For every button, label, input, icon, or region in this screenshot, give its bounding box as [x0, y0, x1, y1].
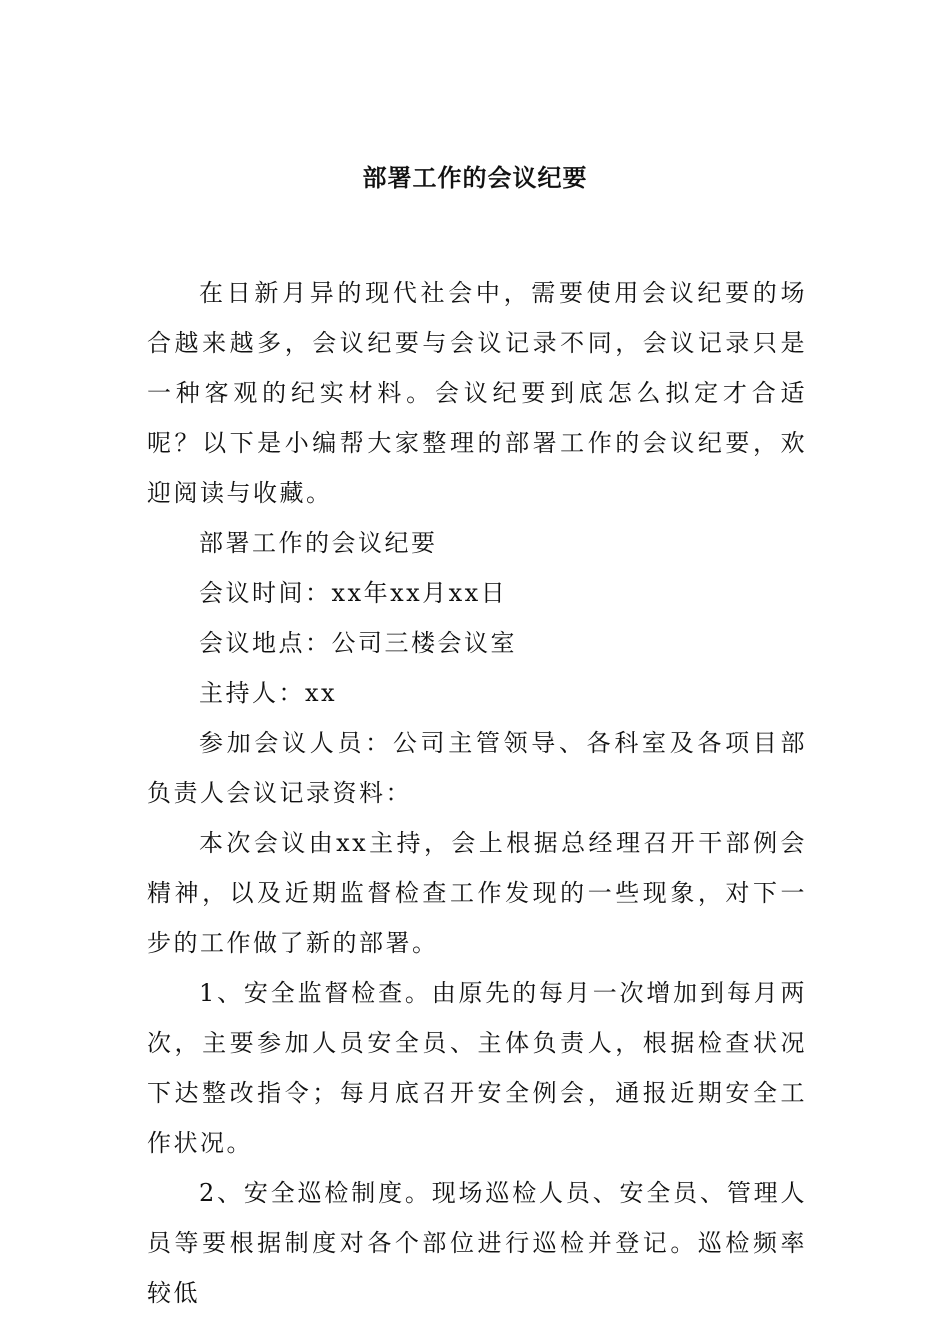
meeting-time: 会议时间：xx年xx月xx日 — [199, 579, 508, 607]
item-1-safety-inspection: 1、安全监督检查。由原先的每月一次增加到每月两次，主要参加人员安全员、主体负责人，根据检查状况下达整改指令；每月底召开安全例会，通报近期安全工作状况。 — [147, 979, 807, 1157]
intro-paragraph: 在日新月异的现代社会中，需要使用会议纪要的场合越来越多，会议纪要与会议记录不同，会议记录只是一种客观的纪实材料。会议纪要到底怎么拟定才合适呢？以下是小编帮大家整理的部署工作的会议纪要，欢迎阅读与收藏。 — [147, 279, 807, 507]
item-2-safety-patrol: 2、安全巡检制度。现场巡检人员、安全员、管理人员等要根据制度对各个部位进行巡检并登记。巡检频率较低 — [147, 1179, 807, 1307]
document-body — [147, 268, 807, 1318]
meeting-location: 会议地点：公司三楼会议室 — [199, 629, 517, 657]
meeting-attendees: 参加会议人员：公司主管领导、各科室及各项目部负责人会议记录资料： — [147, 729, 807, 807]
meeting-summary: 本次会议由xx主持，会上根据总经理召开干部例会精神，以及近期监督检查工作发现的一些现象，对下一步的工作做了新的部署。 — [147, 829, 807, 957]
document-title: 部署工作的会议纪要 — [362, 163, 588, 192]
section-heading: 部署工作的会议纪要 — [199, 529, 438, 557]
meeting-host: 主持人：xx — [199, 679, 338, 707]
